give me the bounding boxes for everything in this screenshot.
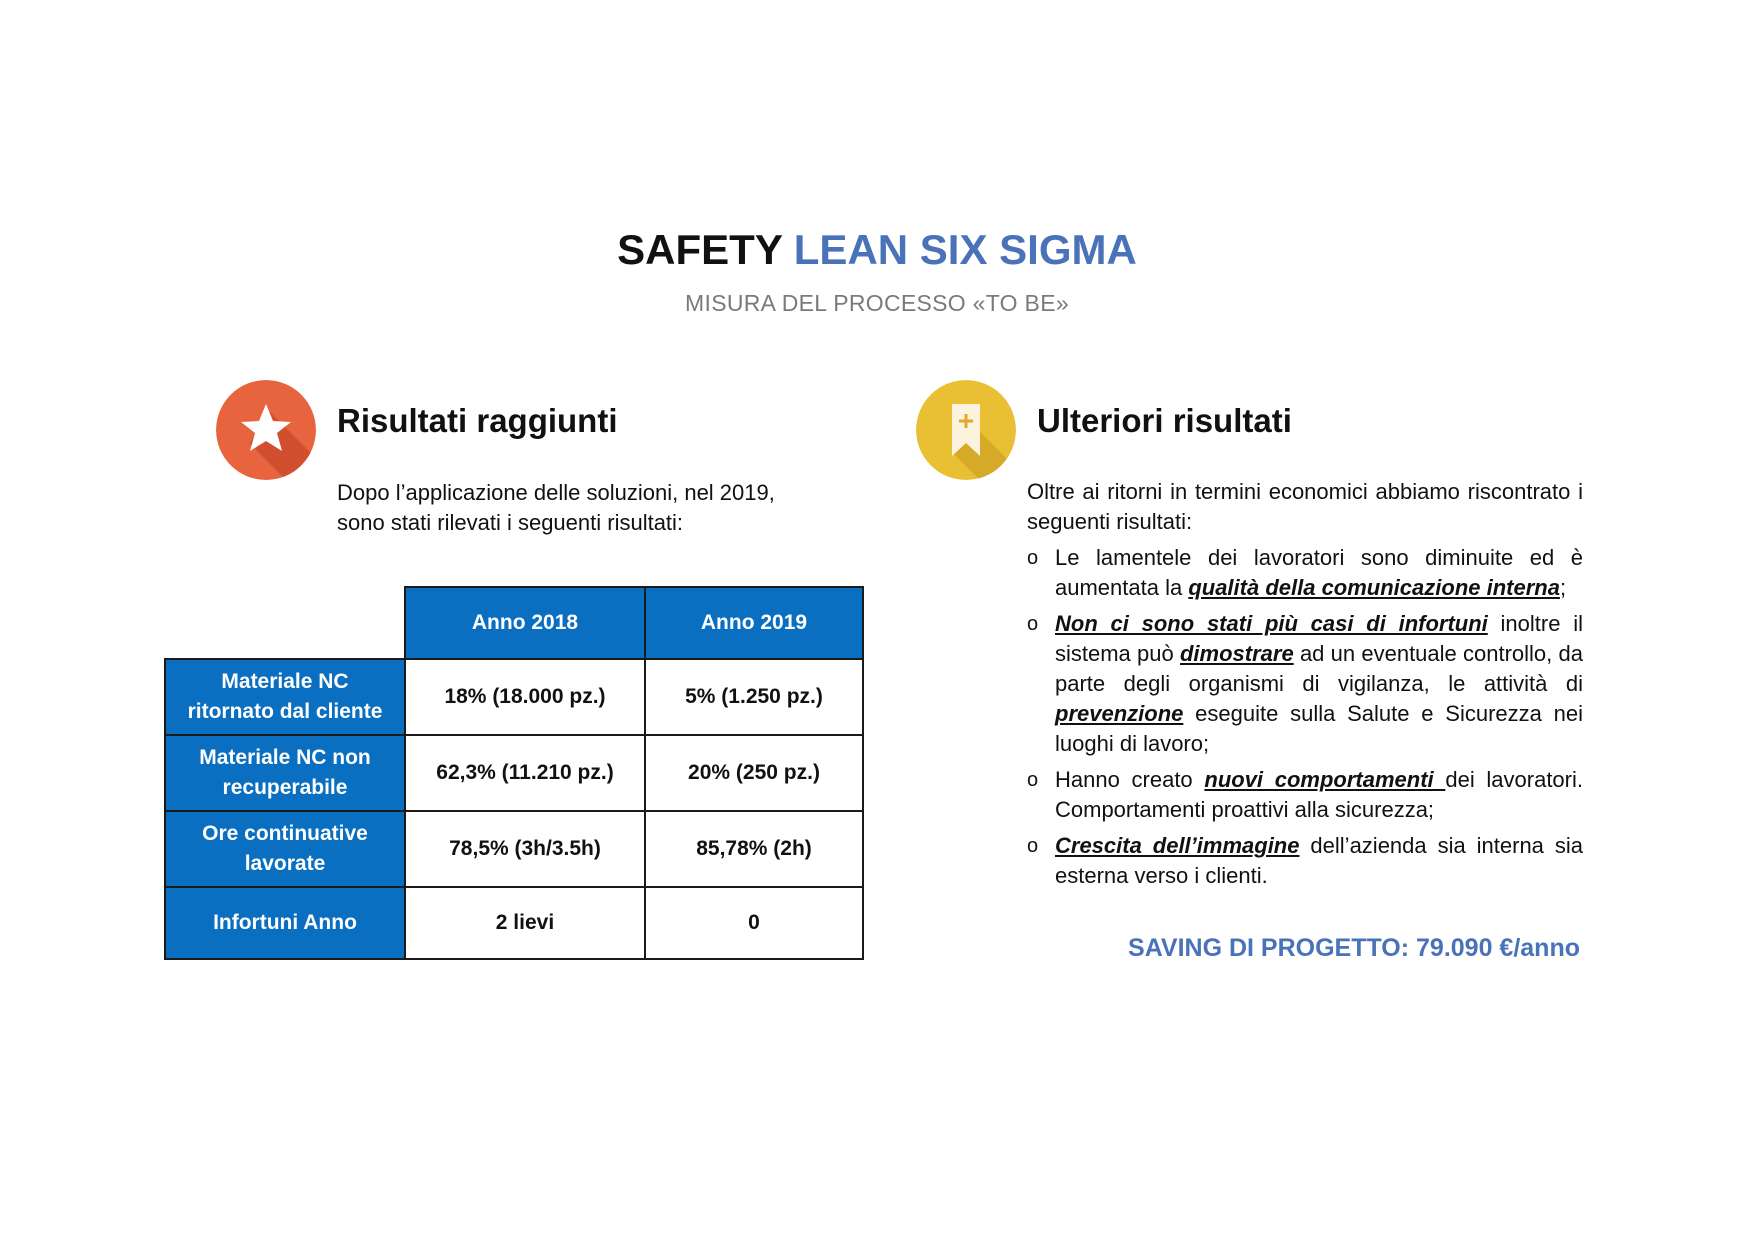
- page-subtitle: MISURA DEL PROCESSO «TO BE»: [685, 290, 1069, 316]
- row-label: [165, 735, 405, 811]
- value-2018: 18% (18.000 pz.): [405, 659, 645, 735]
- table-row: [165, 735, 863, 811]
- row-label: [165, 811, 405, 887]
- row-label-line-1: Infortuni Anno: [213, 911, 357, 934]
- value-2018: 62,3% (11.210 pz.): [405, 735, 645, 811]
- results-intro-line-2: sono stati rilevati i seguenti risultati:: [337, 510, 684, 535]
- value-2018: 78,5% (3h/3.5h): [405, 811, 645, 887]
- item-emphasis: prevenzione: [1055, 701, 1184, 726]
- bookmark-plus-icon: [916, 380, 1016, 480]
- row-label-line-1: Ore continuative: [202, 822, 368, 845]
- results-heading: Risultati raggiunti: [337, 402, 618, 439]
- list-item: [1027, 765, 1583, 825]
- table-header-2019: Anno 2019: [645, 587, 863, 659]
- item-text: ;: [1559, 575, 1567, 600]
- results-intro-line-1: Dopo l’applicazione delle soluzioni, nel 2019,: [337, 480, 775, 505]
- item-emphasis: Non ci sono stati più casi di infortuni: [1055, 611, 1488, 636]
- title-safety: SAFETY: [617, 226, 783, 273]
- item-text: Hanno creato: [1055, 767, 1205, 792]
- page-title: [0, 226, 1754, 274]
- table-row: [165, 659, 863, 735]
- item-text: Le lamentele dei lavoratori sono diminuite ed è aumentata la: [1055, 545, 1583, 600]
- list-item: [1027, 543, 1583, 603]
- item-emphasis: qualità della comunicazione interna: [1188, 575, 1560, 600]
- further-results-list: [1027, 543, 1583, 891]
- table-row: [165, 887, 863, 959]
- further-results-text: [1027, 477, 1583, 897]
- item-emphasis: dimostrare: [1179, 641, 1294, 666]
- bullet-circle: o: [1027, 835, 1039, 857]
- project-saving: SAVING DI PROGETTO: 79.090 €/anno: [1128, 934, 1580, 962]
- bullet-circle: o: [1027, 769, 1039, 791]
- row-label-line-2: ritornato dal cliente: [187, 700, 383, 723]
- results-intro: [337, 478, 837, 538]
- item-emphasis: Crescita dell’immagine: [1055, 833, 1300, 858]
- row-label: [165, 887, 405, 959]
- value-2019: 20% (250 pz.): [645, 735, 863, 811]
- further-results-heading: Ulteriori risultati: [1037, 402, 1292, 439]
- bullet-circle: o: [1027, 547, 1039, 569]
- row-label-line-1: Materiale NC: [221, 670, 349, 693]
- value-2019: 85,78% (2h): [645, 811, 863, 887]
- row-label: [165, 659, 405, 735]
- item-text: inoltre il sistema può: [1055, 611, 1583, 666]
- item-emphasis: nuovi comportamenti: [1204, 767, 1446, 792]
- bullet-circle: o: [1027, 613, 1039, 635]
- list-item: [1027, 831, 1583, 891]
- value-2019: 5% (1.250 pz.): [645, 659, 863, 735]
- title-lean-six-sigma: LEAN SIX SIGMA: [793, 226, 1137, 273]
- value-2019: 0: [645, 887, 863, 959]
- table-row: [165, 811, 863, 887]
- table-header-2018: Anno 2018: [405, 587, 645, 659]
- list-item: [1027, 609, 1583, 759]
- row-label-line-2: recuperabile: [222, 776, 348, 799]
- star-icon: [216, 380, 316, 480]
- row-label-line-2: lavorate: [244, 852, 326, 875]
- results-table: [164, 586, 864, 960]
- value-2018: 2 lievi: [405, 887, 645, 959]
- table-header-row: [165, 587, 863, 659]
- further-results-intro: Oltre ai ritorni in termini economici abbiamo riscontrato i seguenti risultati:: [1027, 479, 1583, 534]
- item-text: eseguite sulla Salute e Sicurezza nei luoghi di lavoro;: [1055, 701, 1583, 756]
- item-text: ad un eventuale controllo, da parte degli organismi di vigilanza, le attività di: [1055, 641, 1583, 696]
- table-corner: [165, 587, 405, 659]
- row-label-line-1: Materiale NC non: [199, 746, 371, 769]
- item-text: dell’azienda sia interna sia esterna verso i clienti.: [1055, 833, 1583, 888]
- item-text: dei lavoratori. Comportamenti proattivi alla sicurezza;: [1055, 767, 1583, 822]
